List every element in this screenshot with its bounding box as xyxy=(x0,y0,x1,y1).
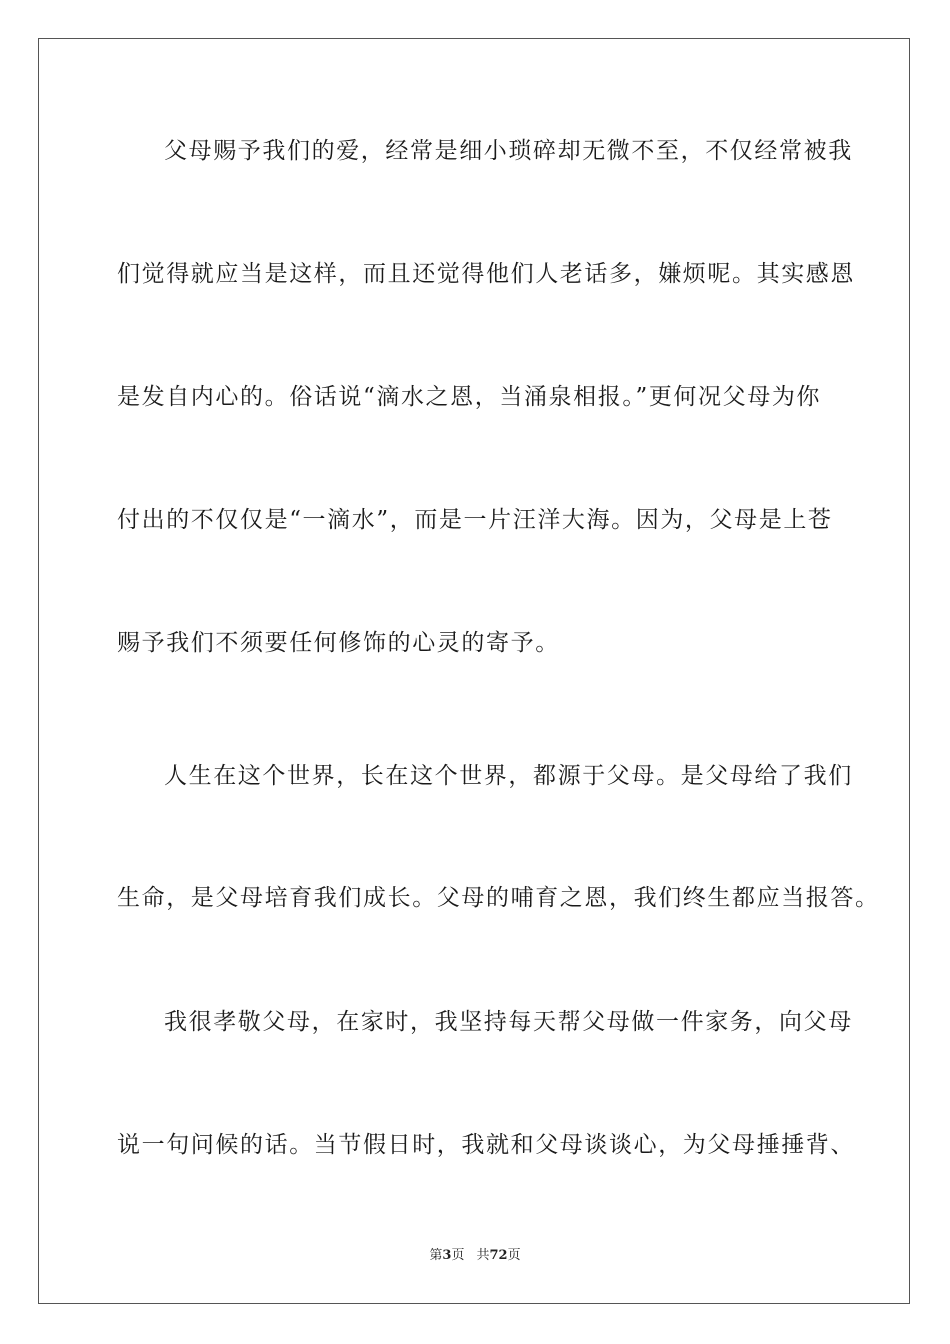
page-prefix: 第 xyxy=(429,1248,443,1263)
page-footer xyxy=(0,1247,950,1265)
page-border xyxy=(38,38,910,1304)
body-line-5: 赐予我们不须要任何修饰的心灵的寄予。 xyxy=(117,630,560,656)
body-line-6: 人生在这个世界，长在这个世界，都源于父母。是父母给了我们 xyxy=(164,763,853,789)
body-line-3: 是发自内心的。俗话说“滴水之恩，当涌泉相报。”更何况父母为你 xyxy=(117,384,822,410)
body-line-2: 们觉得就应当是这样，而且还觉得他们人老话多，嫌烦呢。其实感恩 xyxy=(117,261,855,287)
page-number: 3 xyxy=(442,1248,452,1263)
total-pages: 72 xyxy=(489,1248,508,1263)
page-suffix: 页 xyxy=(451,1248,465,1263)
body-line-1: 父母赐予我们的爱，经常是细小琐碎却无微不至，不仅经常被我 xyxy=(164,138,853,164)
body-line-8: 我很孝敬父母，在家时，我坚持每天帮父母做一件家务，向父母 xyxy=(164,1009,853,1035)
body-line-4: 付出的不仅仅是“一滴水”，而是一片汪洋大海。因为，父母是上苍 xyxy=(117,507,833,533)
total-prefix: 共 xyxy=(476,1248,490,1263)
total-suffix: 页 xyxy=(507,1248,521,1263)
body-line-9: 说一句问候的话。当节假日时，我就和父母谈谈心，为父母捶捶背、 xyxy=(117,1132,855,1158)
body-line-7: 生命，是父母培育我们成长。父母的哺育之恩，我们终生都应当报答。 xyxy=(117,885,880,911)
